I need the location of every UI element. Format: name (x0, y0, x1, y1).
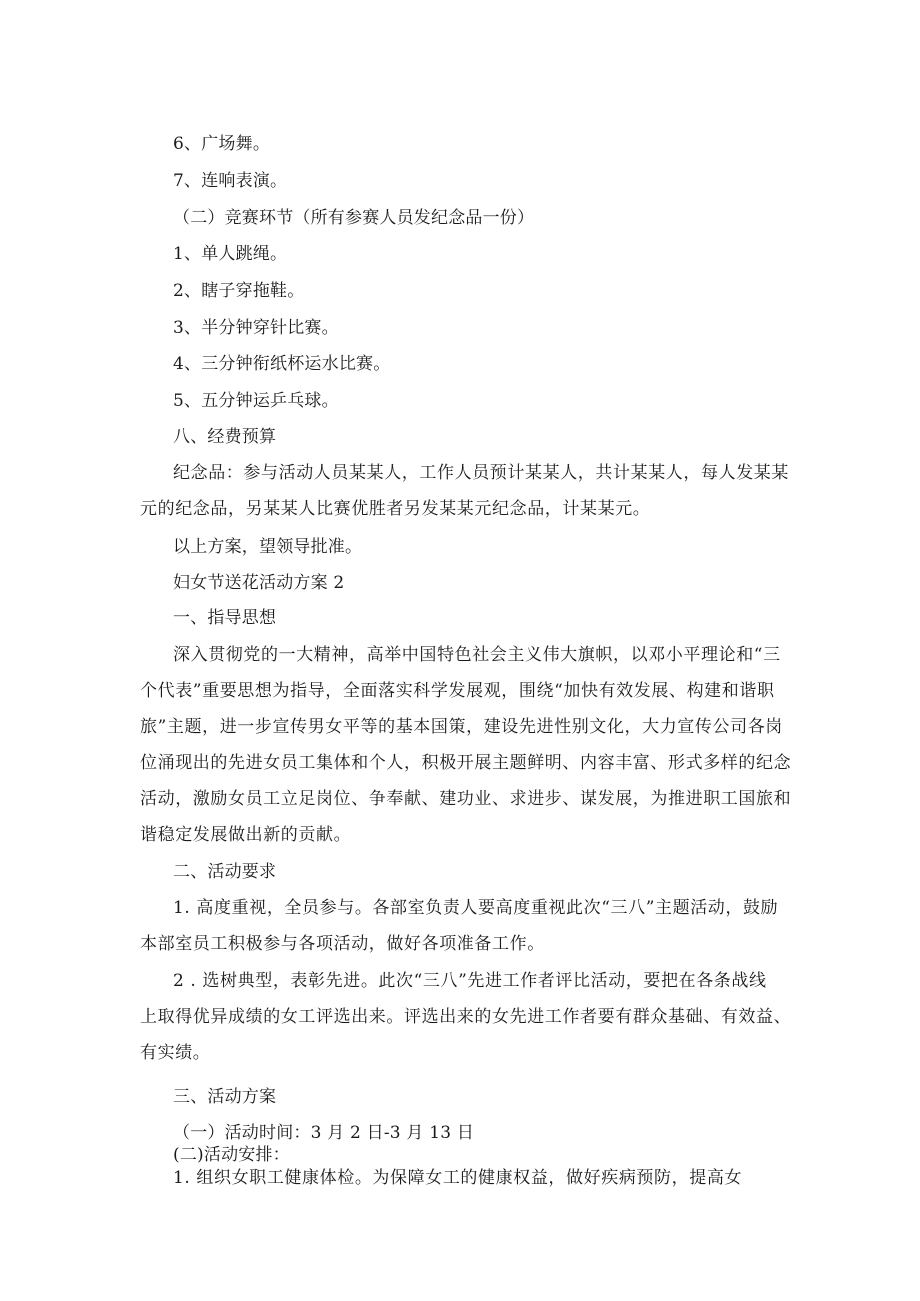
list-item: 1、单人跳绳。 (173, 244, 288, 264)
paragraph-line: 1. 高度重视，全员参与。各部室负责人要高度重视此次“三八”主题活动，鼓励 (173, 898, 779, 918)
activity-arrangement: (二)活动安排： (173, 1145, 290, 1165)
paragraph-line: 1. 组织女职工健康体检。为保障女工的健康权益，做好疾病预防，提高女 (173, 1168, 743, 1188)
list-item: 7、连响表演。 (173, 171, 288, 191)
paragraph-line: 上取得优异成绩的女工评选出来。评选出来的女先进工作者要有群众基础、有效益、 (140, 1007, 792, 1027)
section-heading: 八、经费预算 (173, 427, 277, 447)
activity-time: （一）活动时间：3 月 2 日-3 月 13 日 (173, 1123, 475, 1143)
section-heading: 三、活动方案 (173, 1087, 277, 1107)
paragraph-line: 个代表”重要思想为指导，全面落实科学发展观，围绕“加快有效发展、构建和谐职 (140, 681, 775, 701)
paragraph-line: 深入贯彻党的一大精神，高举中国特色社会主义伟大旗帜，以邓小平理论和“三 (173, 645, 781, 665)
paragraph-line: 2 . 选树典型，表彰先进。此次“三八”先进工作者评比活动，要把在各条战线 (173, 971, 767, 991)
list-item: 6、广场舞。 (173, 134, 271, 154)
paragraph-line: 有实绩。 (140, 1043, 211, 1063)
list-item: 2、瞎子穿拖鞋。 (173, 281, 305, 301)
document-title: 妇女节送花活动方案 2 (173, 573, 345, 593)
paragraph-line: 本部室员工积极参与各项活动，做好各项准备工作。 (140, 934, 545, 954)
list-item: 5、五分钟运乒乓球。 (173, 391, 339, 411)
section-subheading: （二）竞赛环节（所有参赛人员发纪念品一份） (173, 208, 535, 228)
section-heading: 一、指导思想 (173, 608, 277, 628)
closing-line: 以上方案，望领导批准。 (173, 537, 363, 557)
paragraph-line: 位涌现出的先进女员工集体和个人，积极开展主题鲜明、内容丰富、形式多样的纪念 (140, 753, 792, 773)
paragraph-line: 活动，激励女员工立足岗位、争奉献、建功业、求进步、谋发展，为推进职工国旅和 (140, 789, 792, 809)
paragraph-line: 旅”主题，进一步宣传男女平等的基本国策，建设先进性别文化，大力宣传公司各岗 (140, 717, 783, 737)
paragraph-line: 元的纪念品，另某某人比赛优胜者另发某某元纪念品，计某某元。 (140, 499, 651, 519)
paragraph-line: 谐稳定发展做出新的贡献。 (140, 825, 352, 845)
list-item: 4、三分钟衔纸杯运水比赛。 (173, 354, 391, 374)
list-item: 3、半分钟穿针比赛。 (173, 318, 339, 338)
paragraph-line: 纪念品：参与活动人员某某人，工作人员预计某某人，共计某某人，每人发某某 (173, 463, 789, 483)
section-heading: 二、活动要求 (173, 862, 277, 882)
